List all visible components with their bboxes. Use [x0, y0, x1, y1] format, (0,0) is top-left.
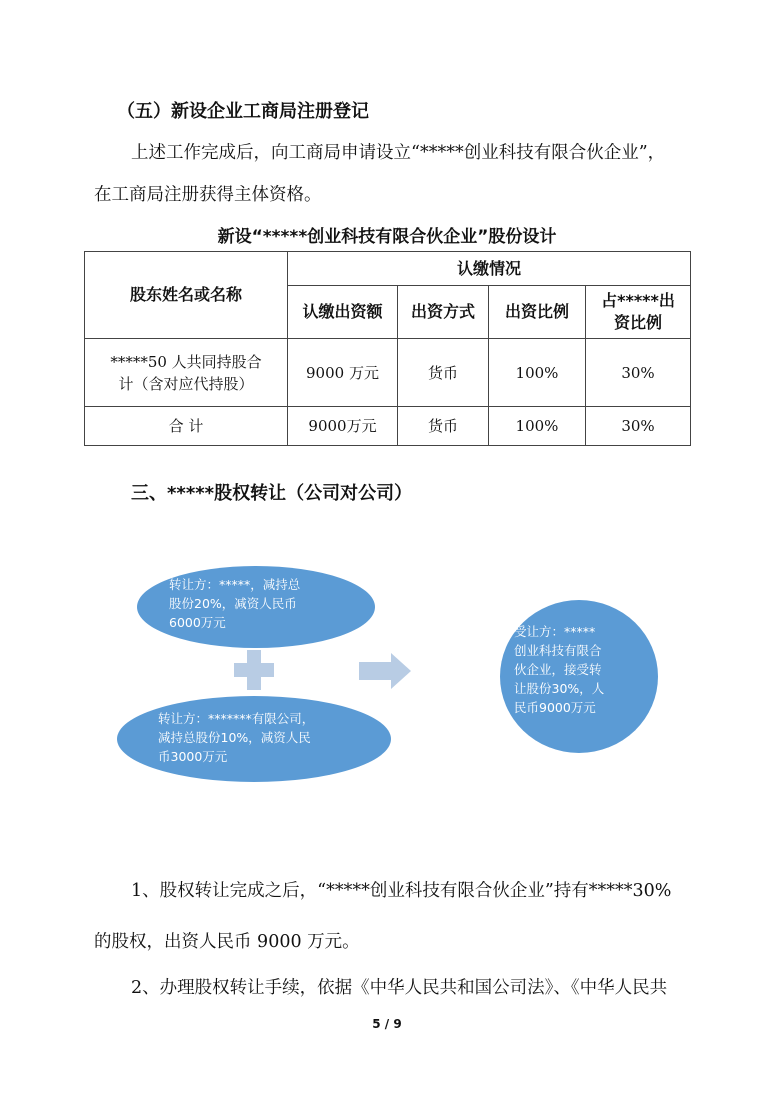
cell-amount: 9000 万元	[288, 339, 398, 407]
header-subscribed-amount: 认缴出资额	[288, 286, 398, 339]
header-contribution-method: 出资方式	[398, 286, 489, 339]
cell-method: 货币	[398, 339, 489, 407]
section-heading-5: （五）新设企业工商局注册登记	[117, 101, 369, 122]
header-share-ratio-line: 占*****出	[601, 291, 675, 310]
cell-name: 合 计	[85, 407, 288, 446]
table-row	[85, 407, 691, 446]
ellipse-text-line: 股份20%，减资人民币	[169, 596, 297, 611]
header-share-ratio	[586, 286, 691, 339]
share-design-table	[84, 251, 691, 446]
table-row	[85, 339, 691, 407]
cell-method: 货币	[398, 407, 489, 446]
cell-share: 30%	[586, 407, 691, 446]
ellipse-text-line: 创业科技有限合	[514, 643, 602, 658]
cell-ratio: 100%	[489, 407, 586, 446]
cell-ratio: 100%	[489, 339, 586, 407]
paragraph-line: 上述工作完成后，向工商局申请设立“*****创业科技有限合伙企业”，	[131, 143, 666, 163]
paragraph-line: 在工商局注册获得主体资格。	[94, 185, 322, 205]
table-caption: 新设“*****创业科技有限合伙企业”股份设计	[217, 227, 557, 247]
section-heading-3: 三、*****股权转让（公司对公司）	[131, 483, 413, 504]
page-number: 5 / 9	[372, 1017, 402, 1031]
ellipse-text-line: 受让方：*****	[514, 624, 596, 639]
ellipse-text-line: 让股份30%，人	[514, 681, 605, 696]
header-share-ratio-line: 资比例	[614, 313, 663, 332]
cell-name-line: 计（含对应代持股）	[118, 374, 254, 393]
ellipse-text-line: 币3000万元	[158, 749, 228, 764]
paragraph-line: 2、办理股权转让手续，依据《中华人民共和国公司法》、《中华人民共	[131, 978, 668, 998]
arrow-right-icon	[359, 653, 411, 689]
cell-amount: 9000万元	[288, 407, 398, 446]
ellipse-text-line: 减持总股份10%，减资人民	[158, 730, 311, 745]
ellipse-text-line: 转让方：*****，减持总	[169, 577, 301, 592]
transferee-ellipse	[500, 600, 658, 753]
ellipse-text-line: 6000万元	[169, 615, 226, 630]
paragraph-line: 的股权，出资人民币 9000 万元。	[94, 932, 360, 952]
paragraph-line: 1、股权转让完成之后，“*****创业科技有限合伙企业”持有*****30%	[131, 881, 672, 901]
ellipse-text-line: 民币9000万元	[514, 700, 596, 715]
header-shareholder-name: 股东姓名或名称	[85, 252, 288, 339]
header-contribution-ratio: 出资比例	[489, 286, 586, 339]
transferor-2-ellipse	[117, 696, 391, 782]
transferor-1-ellipse	[137, 566, 375, 648]
ellipse-text-line: 伙企业，接受转	[514, 662, 602, 677]
cell-name-line: *****50 人共同持股合	[110, 352, 262, 371]
ellipse-text-line: 转让方：*******有限公司，	[158, 711, 315, 726]
plus-icon	[234, 650, 274, 690]
cell-share: 30%	[586, 339, 691, 407]
header-subscription-group: 认缴情况	[288, 252, 691, 286]
cell-name	[85, 339, 288, 407]
